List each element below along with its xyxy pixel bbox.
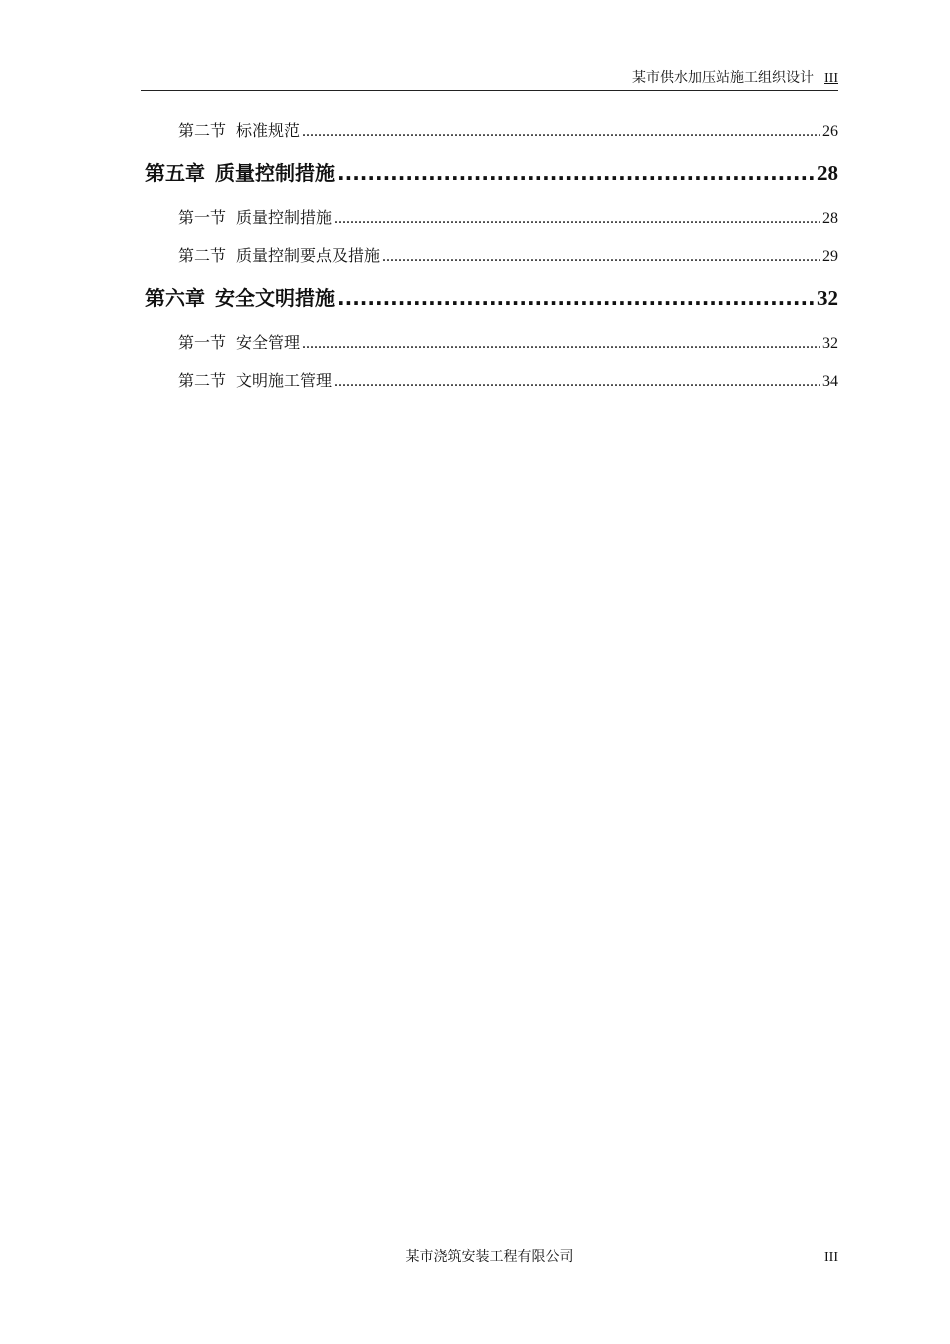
- toc-section-number: 第一节: [178, 210, 227, 227]
- toc-entry-section[interactable]: [178, 245, 838, 269]
- toc-section-title: 质量控制措施: [236, 210, 333, 227]
- toc-chapter-number: 第六章: [145, 286, 205, 310]
- toc-section-number: 第一节: [178, 335, 227, 352]
- toc-section-number: 第二节: [178, 123, 227, 140]
- toc-entry-section[interactable]: [178, 207, 838, 231]
- page-header: [141, 68, 838, 91]
- toc-entry-chapter[interactable]: [145, 283, 838, 313]
- footer-company-name: 某市浇筑安装工程有限公司: [405, 1250, 574, 1265]
- toc-section-title: 安全管理: [236, 335, 301, 352]
- toc-page-number: 28: [817, 161, 838, 185]
- toc-chapter-title: 安全文明措施: [215, 286, 335, 310]
- toc-entry-section[interactable]: [178, 370, 838, 394]
- toc-chapter-number: 第五章: [145, 161, 205, 185]
- toc-entry-chapter[interactable]: [145, 158, 838, 188]
- toc-chapter-title: 质量控制措施: [215, 161, 335, 185]
- toc-dot-leader: [337, 158, 815, 188]
- toc-entry-section[interactable]: [178, 332, 838, 356]
- toc-dot-leader: [302, 120, 820, 144]
- toc-page-number: 28: [822, 210, 838, 227]
- toc-page-number: 26: [822, 123, 838, 140]
- toc-page-number: 29: [822, 248, 838, 265]
- toc-dot-leader: [302, 332, 820, 356]
- page-footer: [141, 1247, 838, 1269]
- header-page-number: III: [824, 71, 838, 86]
- toc-dot-leader: [337, 283, 815, 313]
- toc-section-title: 标准规范: [236, 123, 301, 140]
- toc-dot-leader: [334, 207, 820, 231]
- toc-page-number: 32: [817, 286, 838, 310]
- footer-page-number: III: [824, 1250, 838, 1265]
- header-title: 某市供水加压站施工组织设计: [632, 71, 814, 86]
- toc-section-title: 文明施工管理: [236, 373, 333, 390]
- toc-page-number: 32: [822, 335, 838, 352]
- toc-entry-section[interactable]: [178, 120, 838, 144]
- toc-dot-leader: [334, 370, 820, 394]
- toc-dot-leader: [382, 245, 820, 269]
- toc-section-number: 第二节: [178, 248, 227, 265]
- toc-page-number: 34: [822, 373, 838, 390]
- toc-section-number: 第二节: [178, 373, 227, 390]
- toc-section-title: 质量控制要点及措施: [236, 248, 381, 265]
